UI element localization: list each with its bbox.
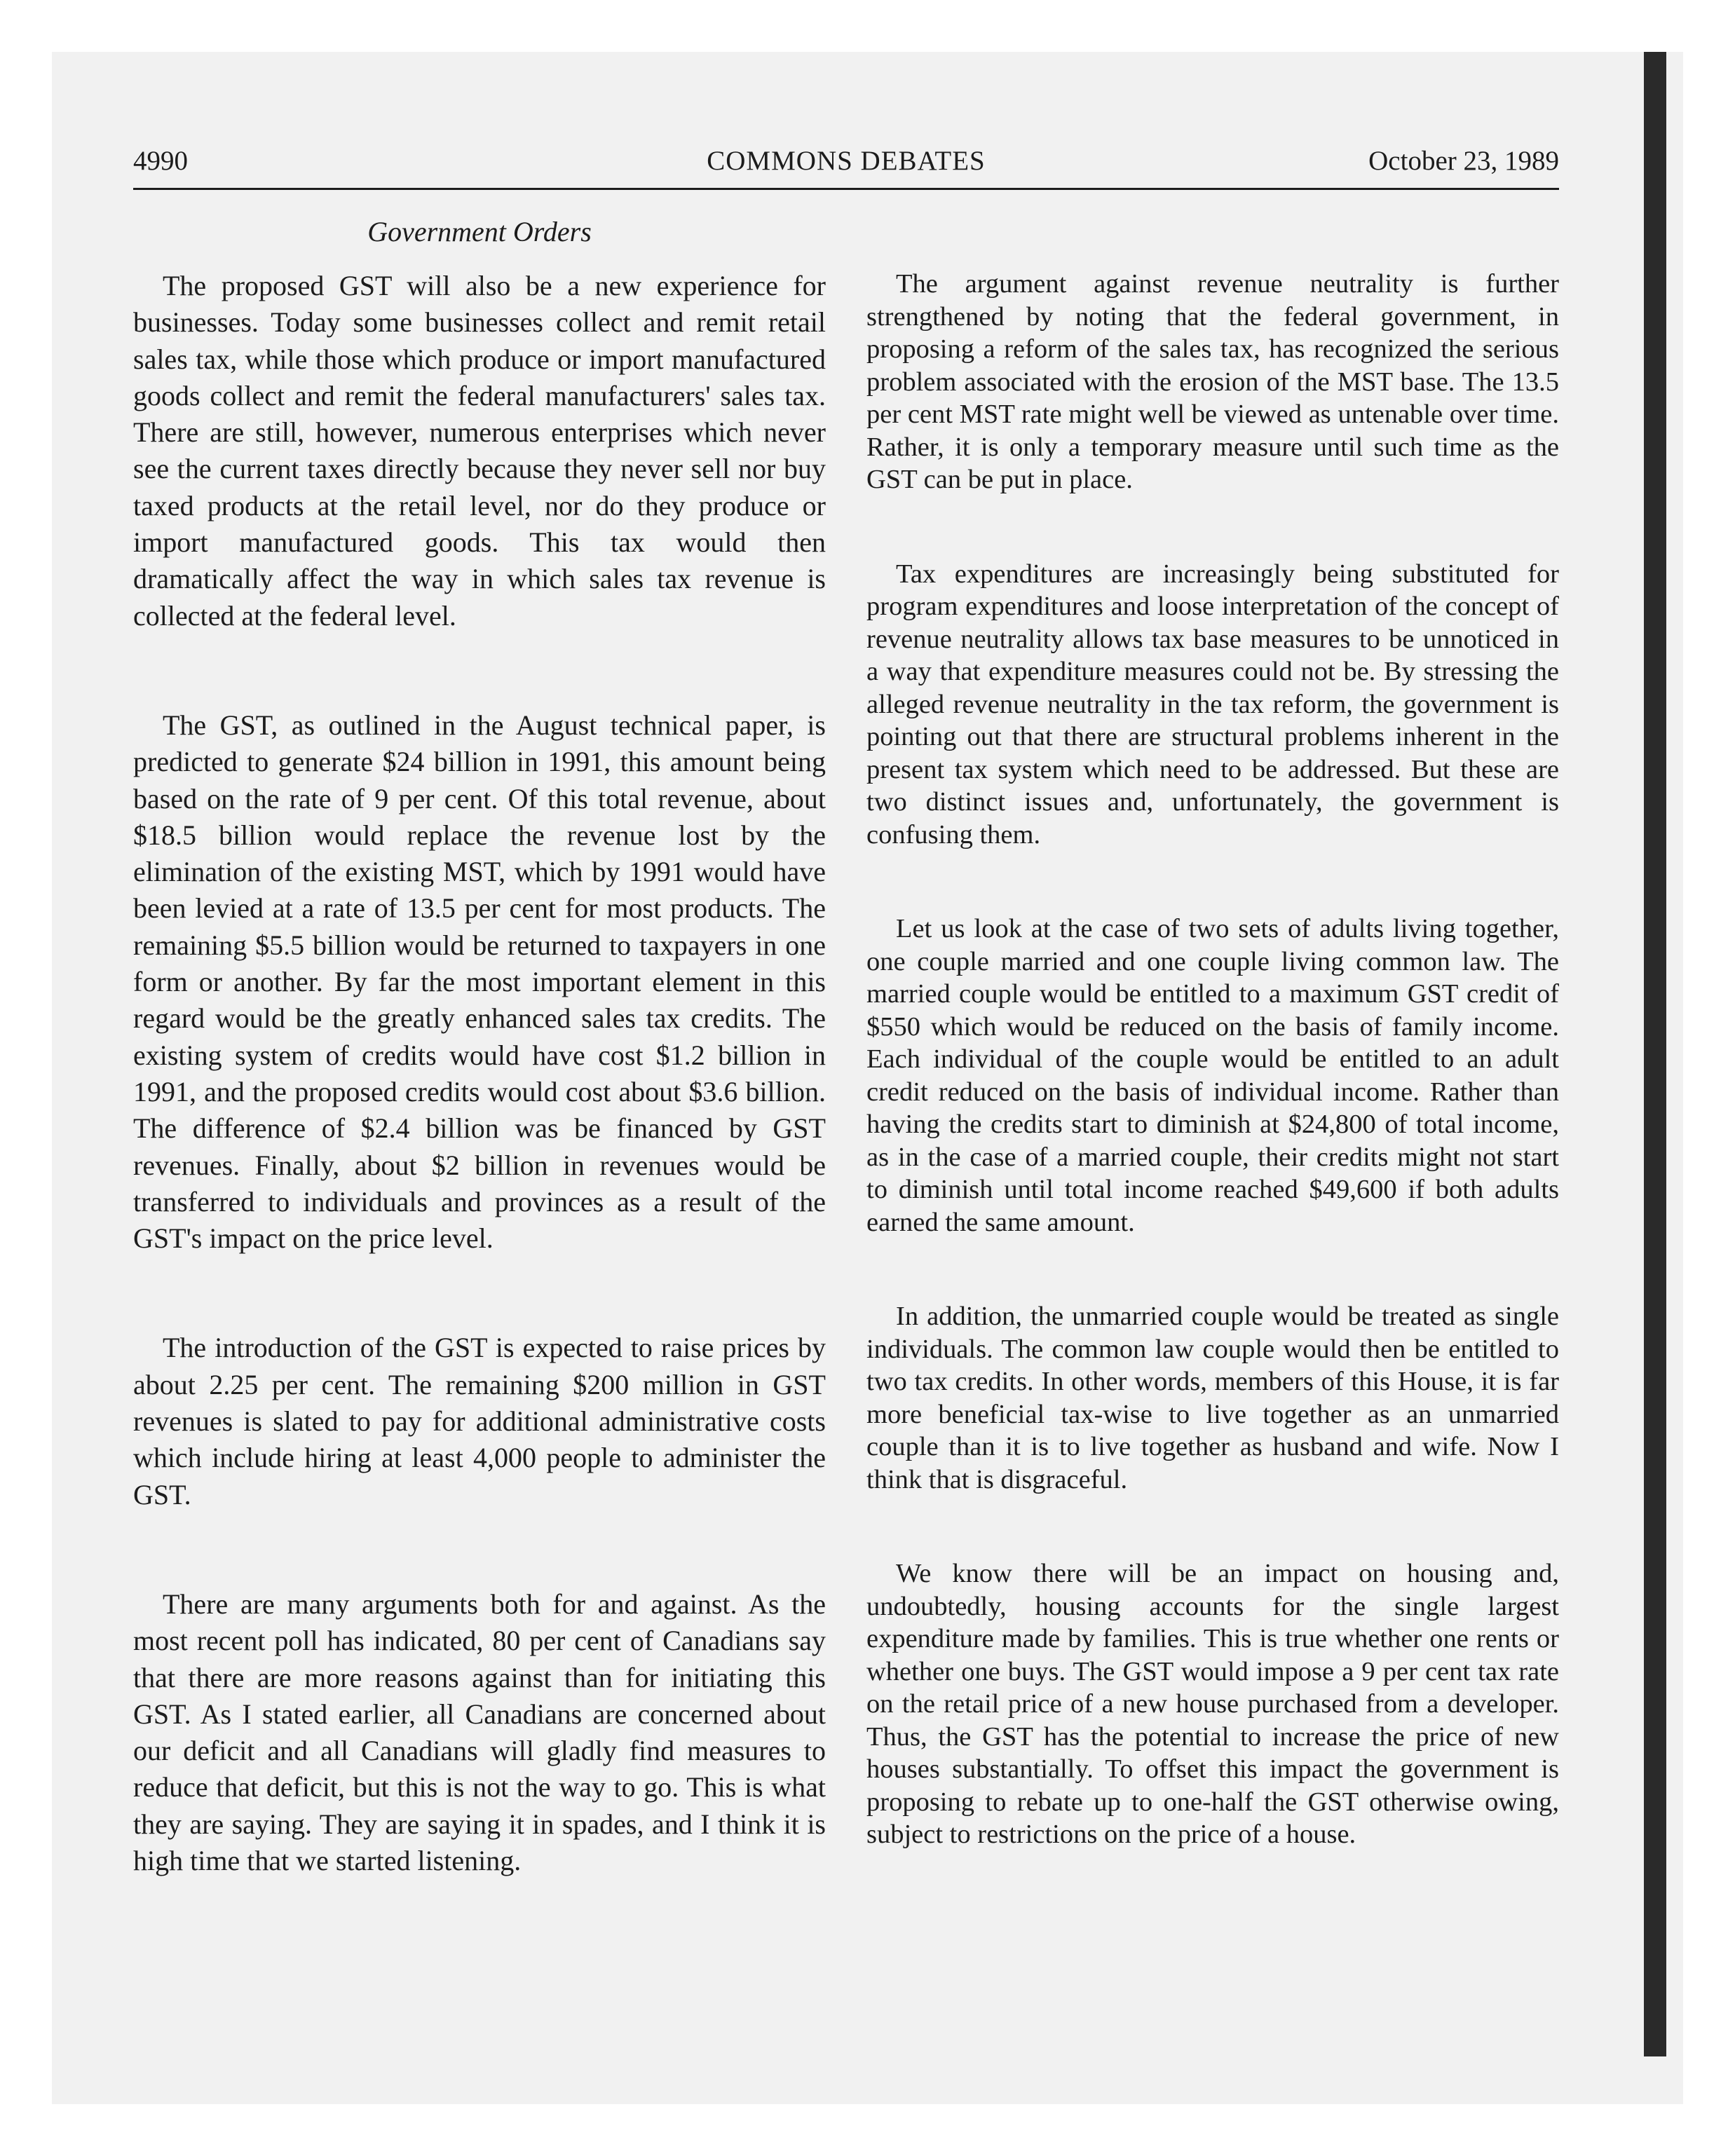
page-header [133,144,1559,190]
paragraph: The proposed GST will also be a new experience for businesses. Today some businesses collect and remit retail sales tax, while those which produce or import manufactured goods collect and remit the federal manufacturers' sales tax. There are still, however, numerous enterprises which never see the current taxes directly because they never sell nor buy taxed products at the retail level, nor do they produce or import manufactured goods. This tax would then dramatically affect the way in which sales tax revenue is collected at the federal level. [133,270,826,632]
issue-date: October 23, 1989 [1368,146,1559,176]
section-title: Government Orders [367,216,592,247]
page-number: 4990 [133,146,188,176]
right-column [866,268,1559,1964]
binding-edge [1644,52,1666,2056]
paragraph: Tax expenditures are increasingly being substituted for program expenditures and loose interpretation of the concept of revenue neutrality allows tax base measures to be unnoticed in a way that expenditure measures could not be. By stressing the alleged revenue neutrality in the tax reform, the government is pointing out that there are structural problems inherent in the present tax system which need to be addressed. But these are two distinct issues and, unfortunately, the government is confusing them. [866,559,1559,850]
paragraph: The GST, as outlined in the August technical paper, is predicted to generate $24 billion in 1991, this amount being based on the rate of 9 per cent. Of this total revenue, about $18.5 billion would replace the revenue lost by the elimination of the existing MST, which by 1991 would have been levied at a rate of 13.5 per cent for most products. The remaining $5.5 billion would be returned to taxpayers in one form or another. By far the most important element in this regard would be the greatly enhanced sales tax credits. The existing system of credits would have cost $1.2 billion in 1991, and the proposed credits would cost about $3.6 billion. The difference of $2.4 billion was be financed by GST revenues. Finally, about $2 billion in revenues would be transferred to individuals and provinces as a result of the GST's impact on the price level. [133,709,826,1255]
paragraph: The introduction of the GST is expected to raise prices by about 2.25 per cent. The remaining $200 million in GST revenues is slated to pay for additional administrative costs which include hiring at least 4,000 people to administer the GST. [133,1332,826,1510]
publication-title: COMMONS DEBATES [707,146,986,176]
left-column [133,268,826,1964]
paragraph: Let us look at the case of two sets of adults living together, one couple married and one couple living common law. The married couple would be entitled to a maximum GST credit of $550 which would be reduced on the basis of family income. Each individual of the couple would be entitled to an adult credit reduced on the basis of individual income. Rather than having the credits start to diminish at $24,800 of total income, as in the case of a married couple, their credits might not start to diminish until total income reached $49,600 if both adults earned the same amount. [866,914,1559,1237]
paragraph: The argument against revenue neutrality is further strengthened by noting that the federal government, in proposing a reform of the sales tax, has recognized the serious problem associated with the erosion of the MST base. The 13.5 per cent MST rate might well be viewed as untenable over time. Rather, it is only a temporary measure until such time as the GST can be put in place. [866,269,1559,494]
paragraph: We know there will be an impact on housing and, undoubtedly, housing accounts for the single largest expenditure made by families. This is true whether one rents or whether one buys. The GST would impose a 9 per cent tax rate on the retail price of a new house purchased from a developer. Thus, the GST has the potential to increase the price of new houses substantially. To offset this impact the government is proposing to rebate up to one-half the GST otherwise owing, subject to restrictions on the price of a house. [866,1559,1559,1849]
paragraph: In addition, the unmarried couple would be treated as single individuals. The common law couple would then be entitled to two tax credits. In other words, members of this House, it is far more beneficial tax-wise to live together as an unmarried couple than it is to live together as husband and wife. Now I think that is disgraceful. [866,1302,1559,1494]
paragraph: There are many arguments both for and against. As the most recent poll has indicated, 80 per cent of Canadians say that there are more reasons against than for initiating this GST. As I stated earlier, all Canadians are concerned about our deficit and all Canadians will gladly find measures to reduce that deficit, but this is not the way to go. This is what they are saying. They are saying it in spades, and I think it is high time that we started listening. [133,1588,826,1876]
